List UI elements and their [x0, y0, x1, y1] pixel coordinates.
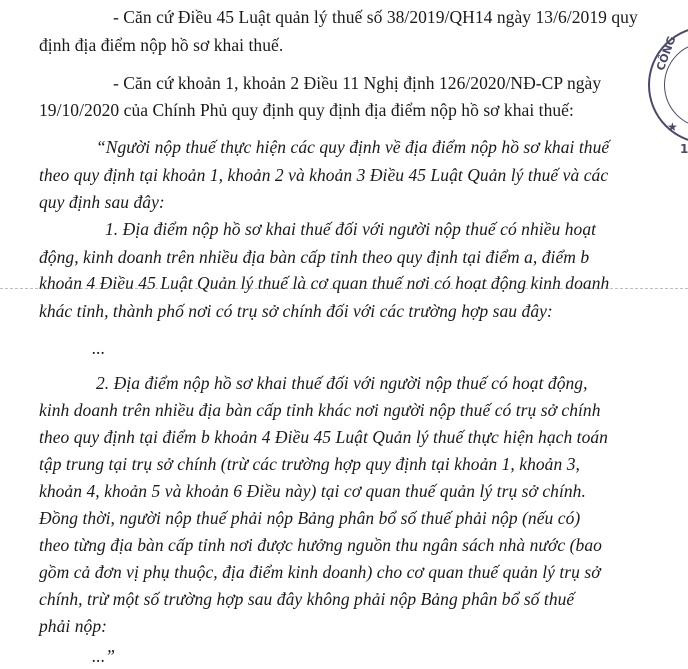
- quote-line: theo quy định tại điểm b khoản 4 Điều 45 Luật Quản lý thuế thực hiện hạch toán: [39, 427, 608, 447]
- quote-line: khoản 4 Điều 45 Luật Quản lý thuế là cơ quan thuế nơi có hoạt động kinh doanh: [39, 273, 610, 293]
- quote-line: khác tỉnh, thành phố nơi có trụ sở chính đối với các trường hợp sau đây:: [39, 301, 553, 321]
- quote-line: 1. Địa điểm nộp hồ sơ khai thuế đối với người nộp thuế có nhiều hoạt: [105, 219, 597, 239]
- scan-artifact-line: [0, 288, 688, 289]
- quote-line: Đồng thời, người nộp thuế phải nộp Bảng phân bổ số thuế phải nộp (nếu có): [39, 508, 581, 528]
- quote-line: kinh doanh trên nhiều địa bàn cấp tỉnh khác nơi người nộp thuế có trụ sở chính: [39, 400, 601, 420]
- stamp-digit: 1: [680, 142, 688, 156]
- quote-line: “Người nộp thuế thực hiện các quy định về địa điểm nộp hồ sơ khai thuế: [96, 137, 610, 157]
- official-stamp: [648, 26, 688, 156]
- quote-line: tập trung tại trụ sở chính (trừ các trường hợp quy định tại khoản 1, khoản 3,: [39, 454, 580, 474]
- text-line: 19/10/2020 của Chính Phủ quy định quy định địa điểm nộp hồ sơ khai thuế:: [39, 100, 574, 120]
- text-line: định địa điểm nộp hồ sơ khai thuế.: [39, 35, 284, 55]
- text-line: - Căn cứ khoản 1, khoản 2 Điều 11 Nghị định 126/2020/NĐ-CP ngày: [113, 73, 602, 93]
- quote-line: quy định sau đây:: [39, 192, 165, 212]
- closing-ellipsis: ...”: [92, 646, 116, 666]
- quote-line: 2. Địa điểm nộp hồ sơ khai thuế đối với người nộp thuế có hoạt động,: [96, 373, 588, 393]
- ellipsis: ...: [92, 338, 106, 358]
- stamp-text: CÔNG: [654, 34, 679, 73]
- quote-line: động, kinh doanh trên nhiều địa bàn cấp tỉnh theo quy định tại điểm a, điểm b: [39, 247, 590, 267]
- quote-line: theo từng địa bàn cấp tỉnh nơi được hưởng nguồn thu ngân sách nhà nước (bao: [39, 535, 602, 555]
- quote-line: chính, trừ một số trường hợp sau đây không phải nộp Bảng phân bổ số thuế: [39, 589, 575, 609]
- quote-line: phải nộp:: [39, 616, 108, 636]
- quote-line: khoản 4, khoản 5 và khoản 6 Điều này) tại cơ quan thuế quản lý trụ sở chính.: [39, 481, 586, 501]
- quote-line: theo quy định tại khoản 1, khoản 2 và khoản 3 Điều 45 Luật Quản lý thuế và các: [39, 165, 609, 185]
- quote-line: gồm cả đơn vị phụ thuộc, địa điểm kinh doanh) cho cơ quan thuế quản lý trụ sở: [39, 562, 601, 582]
- text-line: - Căn cứ Điều 45 Luật quản lý thuế số 38/2019/QH14 ngày 13/6/2019 quy: [113, 7, 638, 27]
- star-icon: ★: [667, 120, 678, 134]
